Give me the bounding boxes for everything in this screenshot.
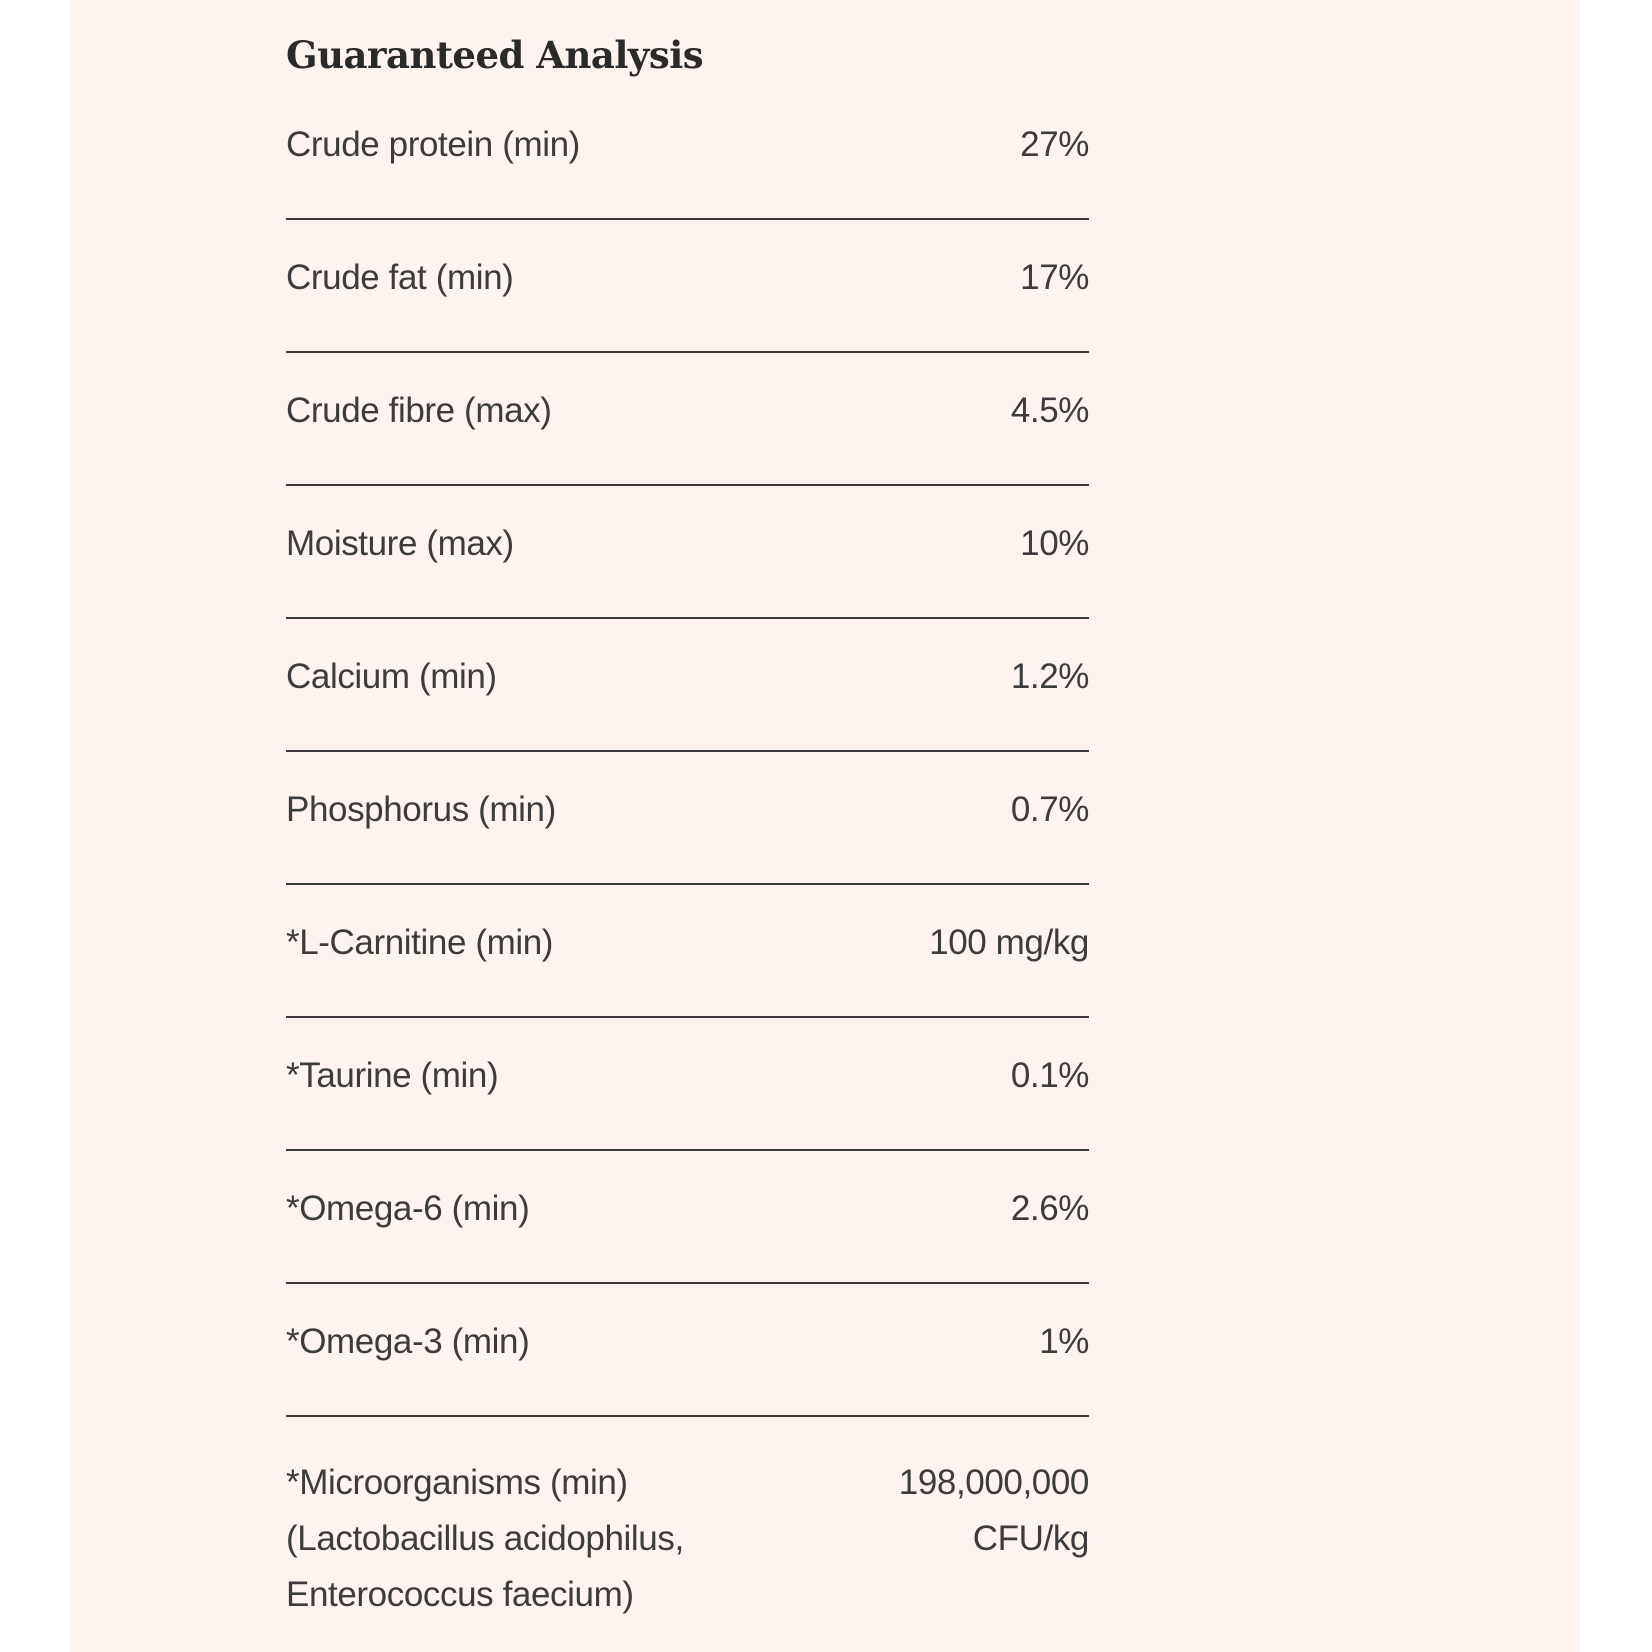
row-label: Crude fat (min) (286, 258, 514, 297)
row-label: *Taurine (min) (286, 1056, 499, 1095)
row-value: 0.1% (1010, 1056, 1089, 1095)
row-value: 2.6% (1010, 1189, 1089, 1228)
analysis-row-phosphorus (286, 790, 1089, 885)
row-value: 1% (1039, 1322, 1089, 1361)
analysis-row-microorganisms (286, 1455, 1089, 1623)
row-value: 27% (1020, 125, 1089, 164)
analysis-row-omega-6 (286, 1189, 1089, 1284)
row-label: Phosphorus (min) (286, 790, 556, 829)
analysis-row-omega-3 (286, 1322, 1089, 1417)
analysis-row-moisture (286, 524, 1089, 619)
row-value: 0.7% (1010, 790, 1089, 829)
row-label: *Omega-6 (min) (286, 1189, 530, 1228)
row-value: 10% (1020, 524, 1089, 563)
analysis-content (286, 0, 1089, 1623)
analysis-table (286, 125, 1089, 1623)
row-label: *L-Carnitine (min) (286, 923, 554, 962)
analysis-row-l-carnitine (286, 923, 1089, 1018)
row-label: *Microorganisms (min) (Lactobacillus acidophilus, Enterococcus faecium) (286, 1463, 684, 1614)
row-value: 4.5% (1010, 391, 1089, 430)
row-label: Calcium (min) (286, 657, 497, 696)
analysis-row-calcium (286, 657, 1089, 752)
row-label: Moisture (max) (286, 524, 514, 563)
row-label: Crude fibre (max) (286, 391, 552, 430)
row-value: 1.2% (1010, 657, 1089, 696)
row-value: 100 mg/kg (929, 923, 1089, 962)
row-label: Crude protein (min) (286, 125, 580, 164)
analysis-row-crude-protein (286, 125, 1089, 220)
row-label: *Omega-3 (min) (286, 1322, 530, 1361)
analysis-row-taurine (286, 1056, 1089, 1151)
guaranteed-analysis-panel (70, 0, 1580, 1652)
analysis-row-crude-fat (286, 258, 1089, 353)
row-value: 198,000,000 CFU/kg (898, 1463, 1089, 1558)
analysis-row-crude-fibre (286, 391, 1089, 486)
section-title: Guaranteed Analysis (286, 33, 704, 77)
row-value: 17% (1020, 258, 1089, 297)
